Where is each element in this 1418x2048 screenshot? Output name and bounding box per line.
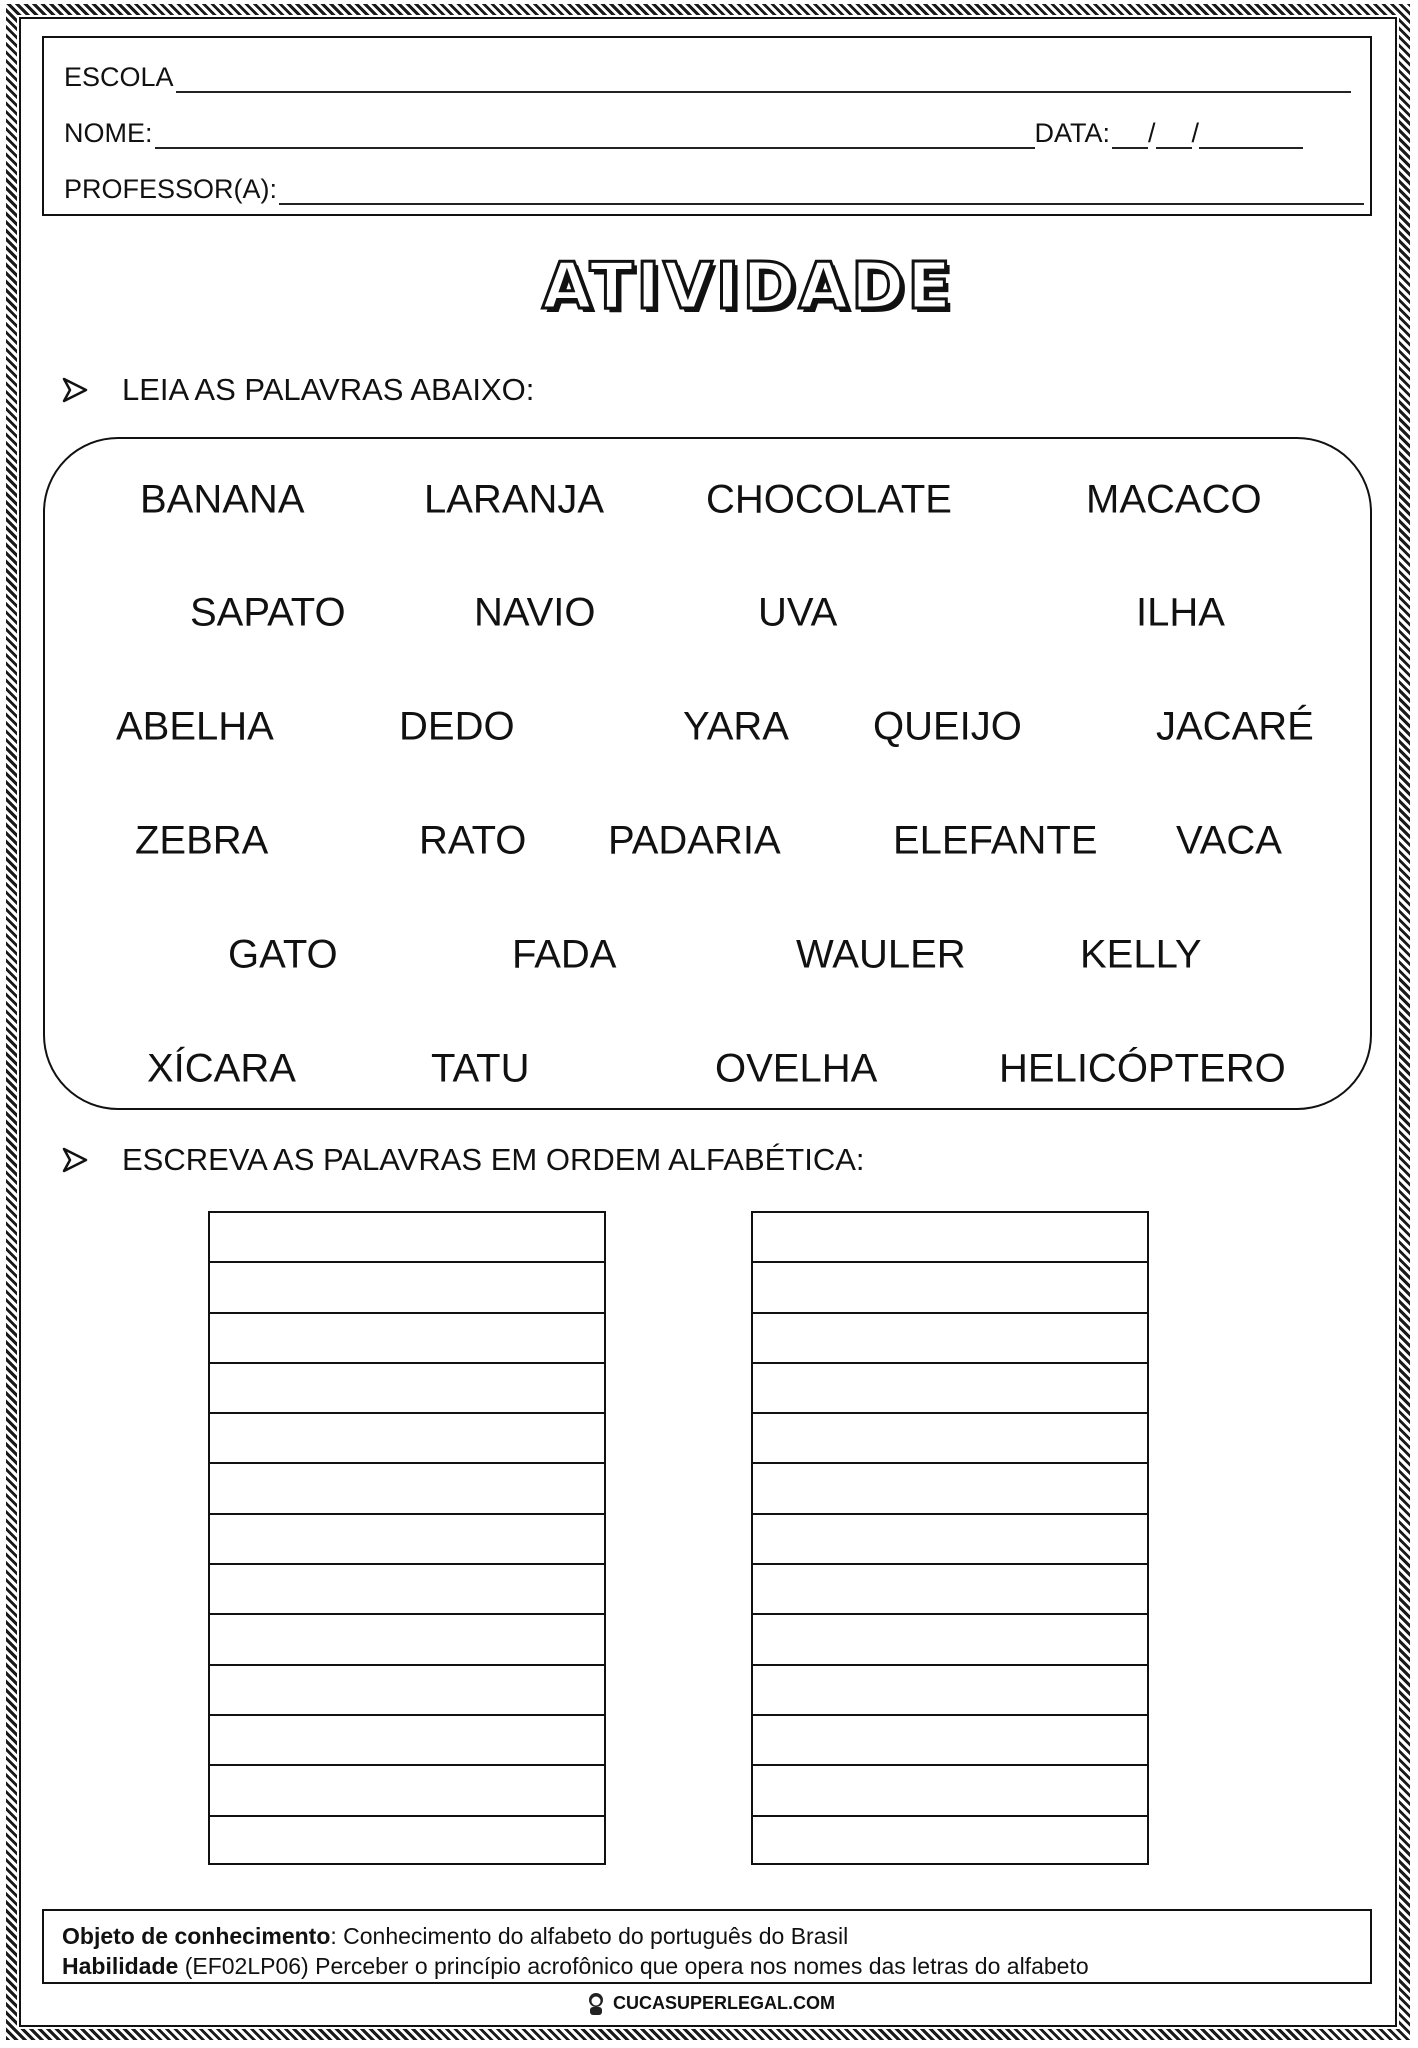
- answer-line[interactable]: [753, 1817, 1147, 1867]
- word-item: JACARÉ: [1156, 704, 1314, 749]
- word-item: ABELHA: [116, 704, 274, 749]
- answer-line[interactable]: [210, 1615, 604, 1665]
- answer-line[interactable]: [753, 1716, 1147, 1766]
- word-item: PADARIA: [608, 818, 781, 863]
- answer-line[interactable]: [210, 1565, 604, 1615]
- date-separator: /: [1148, 118, 1156, 148]
- answer-line[interactable]: [753, 1666, 1147, 1716]
- word-item: YARA: [683, 704, 789, 749]
- nome-label: NOME:: [64, 118, 153, 148]
- answer-line[interactable]: [210, 1364, 604, 1414]
- escola-field[interactable]: [176, 67, 1351, 93]
- word-item: OVELHA: [715, 1046, 878, 1091]
- answer-line[interactable]: [753, 1766, 1147, 1816]
- answer-column-left: [208, 1211, 606, 1865]
- mascot-logo-icon: [583, 1990, 609, 2016]
- professor-field[interactable]: [279, 179, 1364, 205]
- answer-line[interactable]: [753, 1414, 1147, 1464]
- year-blank[interactable]: [1199, 123, 1303, 149]
- word-item: DEDO: [399, 704, 515, 749]
- nome-field[interactable]: [155, 123, 1035, 149]
- answer-line[interactable]: [210, 1515, 604, 1565]
- answer-line[interactable]: [210, 1666, 604, 1716]
- word-item: ILHA: [1136, 590, 1225, 635]
- word-item: KELLY: [1080, 932, 1202, 977]
- answer-line[interactable]: [210, 1263, 604, 1313]
- month-blank[interactable]: [1156, 123, 1192, 149]
- answer-line[interactable]: [210, 1716, 604, 1766]
- word-item: SAPATO: [190, 590, 346, 635]
- nome-line: [64, 118, 1303, 149]
- answer-line[interactable]: [210, 1314, 604, 1364]
- answer-line[interactable]: [210, 1817, 604, 1867]
- word-item: CHOCOLATE: [706, 477, 952, 522]
- word-item: FADA: [512, 932, 617, 977]
- objeto-label: Objeto de conhecimento: [62, 1923, 331, 1949]
- answer-column-right: [751, 1211, 1149, 1865]
- professor-label: PROFESSOR(A):: [64, 174, 278, 204]
- instruction-write-text: ESCREVA AS PALAVRAS EM ORDEM ALFABÉTICA:: [122, 1142, 865, 1177]
- instruction-write: [62, 1142, 865, 1178]
- objeto-text: : Conhecimento do alfabeto do português do Brasil: [330, 1923, 849, 1949]
- word-item: ZEBRA: [135, 818, 269, 863]
- instruction-read: [62, 372, 534, 408]
- answer-line[interactable]: [210, 1414, 604, 1464]
- answer-line[interactable]: [753, 1213, 1147, 1263]
- header-box: [42, 36, 1372, 216]
- answer-line[interactable]: [753, 1515, 1147, 1565]
- habilidade-label: Habilidade: [62, 1953, 179, 1979]
- answer-line[interactable]: [210, 1213, 604, 1263]
- data-label: DATA:: [1034, 118, 1111, 148]
- professor-line: [64, 174, 1364, 205]
- word-item: VACA: [1176, 818, 1282, 863]
- escola-label: ESCOLA: [64, 62, 174, 92]
- date-separator: /: [1191, 118, 1200, 148]
- date-field[interactable]: [1112, 118, 1303, 149]
- answer-line[interactable]: [753, 1364, 1147, 1414]
- escola-line: [64, 62, 1351, 93]
- habilidade-line: [62, 1951, 1352, 1981]
- word-item: XÍCARA: [147, 1046, 296, 1091]
- answer-line[interactable]: [210, 1766, 604, 1816]
- footer-box: [42, 1909, 1372, 1984]
- answer-line[interactable]: [753, 1314, 1147, 1364]
- word-item: MACACO: [1086, 477, 1262, 522]
- arrowhead-bullet-icon: [62, 1147, 88, 1173]
- answer-line[interactable]: [753, 1263, 1147, 1313]
- brand-footer: [0, 1990, 1418, 2016]
- word-item: TATU: [431, 1046, 530, 1091]
- arrowhead-bullet-icon: [62, 377, 88, 403]
- word-item: NAVIO: [474, 590, 596, 635]
- habilidade-text: (EF02LP06) Perceber o princípio acrofônico que opera nos nomes das letras do alfabeto: [178, 1953, 1089, 1979]
- word-item: LARANJA: [424, 477, 605, 522]
- answer-line[interactable]: [753, 1615, 1147, 1665]
- word-item: UVA: [758, 590, 838, 635]
- page-title: ATIVIDADE: [542, 250, 954, 324]
- objeto-line: [62, 1921, 1352, 1951]
- word-item: HELICÓPTERO: [999, 1046, 1286, 1091]
- word-box: [43, 437, 1372, 1110]
- word-item: GATO: [228, 932, 338, 977]
- brand-text: CUCASUPERLEGAL.COM: [612, 1992, 835, 2013]
- answer-line[interactable]: [753, 1565, 1147, 1615]
- word-item: RATO: [419, 818, 527, 863]
- word-item: ELEFANTE: [893, 818, 1098, 863]
- day-blank[interactable]: [1112, 123, 1148, 149]
- word-item: WAULER: [796, 932, 966, 977]
- answer-line[interactable]: [210, 1464, 604, 1514]
- answer-line[interactable]: [753, 1464, 1147, 1514]
- word-item: QUEIJO: [873, 704, 1022, 749]
- word-item: BANANA: [140, 477, 305, 522]
- instruction-read-text: LEIA AS PALAVRAS ABAIXO:: [122, 372, 535, 407]
